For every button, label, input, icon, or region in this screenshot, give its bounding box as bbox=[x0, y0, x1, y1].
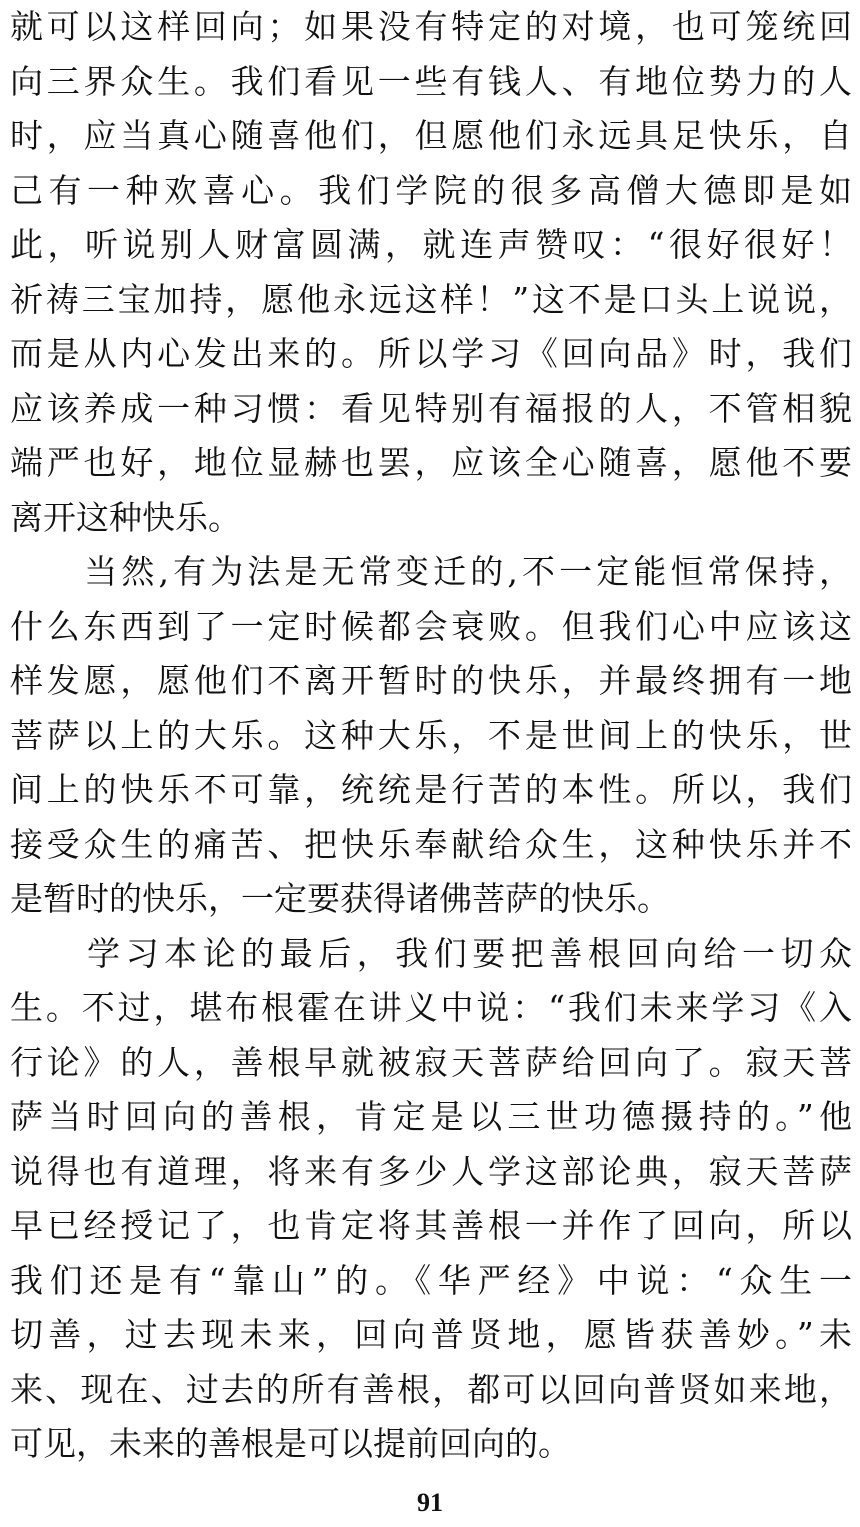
text-line: 接受众生的痛苦、把快乐奉献给众生，这种快乐并不 bbox=[10, 824, 852, 864]
text-line: 早已经授记了，也肯定将其善根一并作了回向，所以 bbox=[10, 1206, 852, 1245]
text-line: 端严也好，地位显赫也罢，应该全心随喜，愿他不要 bbox=[10, 443, 852, 482]
text-line: 间上的快乐不可靠，统统是行苦的本性。所以，我们 bbox=[10, 770, 852, 809]
text-line: 样发愿，愿他们不离开暂时的快乐，并最终拥有一地 bbox=[10, 661, 852, 700]
text-line: 来、现在、过去的所有善根，都可以回向普贤如来地， bbox=[10, 1369, 852, 1409]
text-line: 我们还是有“靠山”的。《华严经》中说：“众生一 bbox=[10, 1260, 852, 1300]
text-line: 当然,有为法是无常变迁的,不一定能恒常保持， bbox=[10, 552, 852, 591]
text-line: 就可以这样回向；如果没有特定的对境，也可笼统回 bbox=[10, 7, 852, 46]
text-line: 生。不过，堪布根霍在讲义中说：“我们未来学习《入 bbox=[10, 988, 852, 1027]
body-text bbox=[10, 0, 852, 1472]
text-line: 己有一种欢喜心。我们学院的很多高僧大德即是如 bbox=[10, 170, 852, 210]
text-line: 说得也有道理，将来有多少人学这部论典，寂天菩萨 bbox=[10, 1151, 852, 1191]
text-line: 此，听说别人财富圆满，就连声赞叹：“很好很好！ bbox=[10, 225, 852, 264]
text-line: 祈祷三宝加持，愿他永远这样！”这不是口头上说说， bbox=[10, 279, 852, 319]
paragraph-end-line: 离开这种快乐。 bbox=[10, 497, 241, 537]
text-line: 学习本论的最后，我们要把善根回向给一切众 bbox=[10, 933, 852, 973]
text-line: 菩萨以上的大乐。这种大乐，不是世间上的快乐，世 bbox=[10, 715, 852, 755]
text-line: 萨当时回向的善根，肯定是以三世功德摄持的。”他 bbox=[10, 1097, 852, 1136]
text-line: 时，应当真心随喜他们，但愿他们永远具足快乐，自 bbox=[10, 116, 852, 155]
paragraph-end-line: 是暂时的快乐，一定要获得诸佛菩萨的快乐。 bbox=[10, 879, 670, 918]
text-line: 什么东西到了一定时候都会衰败。但我们心中应该这 bbox=[10, 606, 852, 646]
text-line: 切善，过去现未来，回向普贤地，愿皆获善妙。”未 bbox=[10, 1315, 852, 1354]
page-number: 91 bbox=[417, 1488, 443, 1517]
paragraph-end-line: 可见，未来的善根是可以提前回向的。 bbox=[10, 1424, 571, 1463]
text-line: 向三界众生。我们看见一些有钱人、有地位势力的人 bbox=[10, 61, 852, 101]
text-line: 行论》的人，善根早就被寂天菩萨给回向了。寂天菩 bbox=[10, 1042, 852, 1082]
text-line: 而是从内心发出来的。所以学习《回向品》时，我们 bbox=[10, 334, 852, 373]
text-line: 应该养成一种习惯：看见特别有福报的人，不管相貌 bbox=[10, 388, 852, 428]
